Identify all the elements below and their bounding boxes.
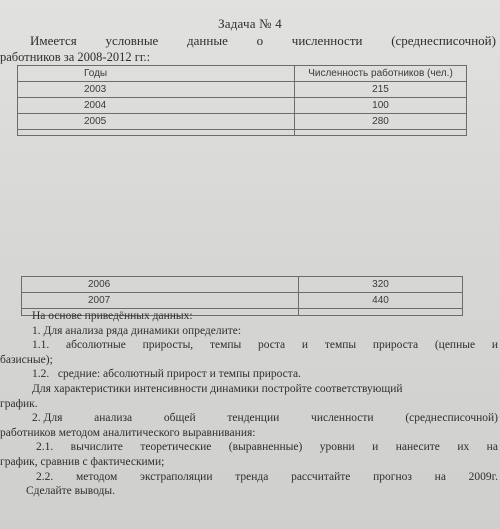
table-row: [18, 98, 467, 114]
word: роста: [257, 339, 286, 352]
body-paragraph: базисные);: [0, 353, 53, 366]
word: и: [372, 441, 379, 454]
word: прогноз: [373, 470, 412, 483]
word: 2009г.: [468, 470, 498, 483]
word: уровни: [319, 441, 355, 454]
word: анализа: [94, 412, 133, 425]
word: тенденции: [227, 412, 280, 425]
cell-value: 215: [295, 82, 467, 98]
intro-word: о: [256, 33, 264, 48]
body-paragraph: [0, 440, 498, 455]
word: на: [486, 441, 498, 454]
word: тренда: [235, 470, 269, 483]
header-years: Годы: [18, 66, 295, 82]
body-paragraph: Сделайте выводы.: [26, 485, 116, 498]
body-paragraph: работников методом аналитического выравнивания:: [0, 426, 256, 439]
word: (среднесписочной): [405, 412, 498, 425]
word: теоретические: [140, 441, 212, 454]
intro-word: (среднесписочной): [391, 33, 496, 48]
word: и: [491, 339, 498, 352]
word: их: [457, 441, 470, 454]
word: 2.1.: [36, 441, 54, 454]
body-paragraph: [0, 338, 498, 353]
word: 2.2.: [36, 470, 54, 483]
cell-year: 2003: [18, 82, 295, 98]
body-paragraph: график.: [0, 397, 38, 410]
word: нанесите: [395, 441, 440, 454]
cell-value: 280: [295, 114, 467, 130]
data-table-top: [17, 65, 467, 136]
intro-line-1: [30, 33, 496, 49]
word: (выравненные): [228, 441, 303, 454]
cell-year: 2007: [22, 293, 299, 309]
body-paragraph: [0, 411, 498, 426]
spacer-cell: [295, 130, 467, 136]
word: 2. Для: [32, 412, 63, 425]
table-header-row: [18, 66, 467, 82]
word: абсолютные: [66, 339, 126, 352]
intro-line-2: работников за 2008-2012 гг.:: [0, 50, 151, 64]
word: прироста: [372, 339, 419, 352]
word: 1.1.: [32, 339, 50, 352]
body-paragraph: [0, 470, 498, 485]
table-row: [22, 277, 463, 293]
intro-word: Имеется: [30, 33, 77, 48]
cell-year: 2006: [22, 277, 299, 293]
cell-year: 2005: [18, 114, 295, 130]
word: общей: [163, 412, 196, 425]
word: темпы: [324, 339, 357, 352]
table-row: [18, 82, 467, 98]
cell-value: 440: [299, 293, 463, 309]
word: методом: [75, 470, 118, 483]
intro-word: численности: [291, 33, 363, 48]
task-title: Задача № 4: [218, 16, 282, 31]
word: темпы: [209, 339, 242, 352]
table-row: [22, 293, 463, 309]
cell-value: 320: [299, 277, 463, 293]
table-row: [18, 114, 467, 130]
task-body: [0, 309, 498, 499]
word: рассчитайте: [291, 470, 351, 483]
word: вычислите: [70, 441, 123, 454]
word: приросты,: [142, 339, 194, 352]
header-employees: Численность работников (чел.): [295, 66, 467, 82]
intro-word: условные: [105, 33, 159, 48]
cell-year: 2004: [18, 98, 295, 114]
cell-value: 100: [295, 98, 467, 114]
word: экстраполяции: [140, 470, 213, 483]
word: численности: [311, 412, 374, 425]
body-paragraph: На основе приведённых данных:: [32, 310, 193, 322]
body-paragraph: 1. Для анализа ряда динамики определите:: [32, 324, 242, 337]
intro-word: данные: [187, 33, 228, 48]
word: на: [434, 470, 446, 483]
spacer-cell: [18, 130, 295, 136]
body-paragraph: Для характеристики интенсивности динамики постройте соответствующий: [32, 382, 403, 395]
body-paragraph: 1.2. средние: абсолютный прирост и темпы прироста.: [32, 368, 301, 381]
table-spacer-row: [18, 130, 467, 136]
word: и: [301, 339, 309, 352]
word: (цепные: [434, 339, 476, 352]
body-paragraph: график, сравнив с фактическими;: [0, 455, 165, 468]
